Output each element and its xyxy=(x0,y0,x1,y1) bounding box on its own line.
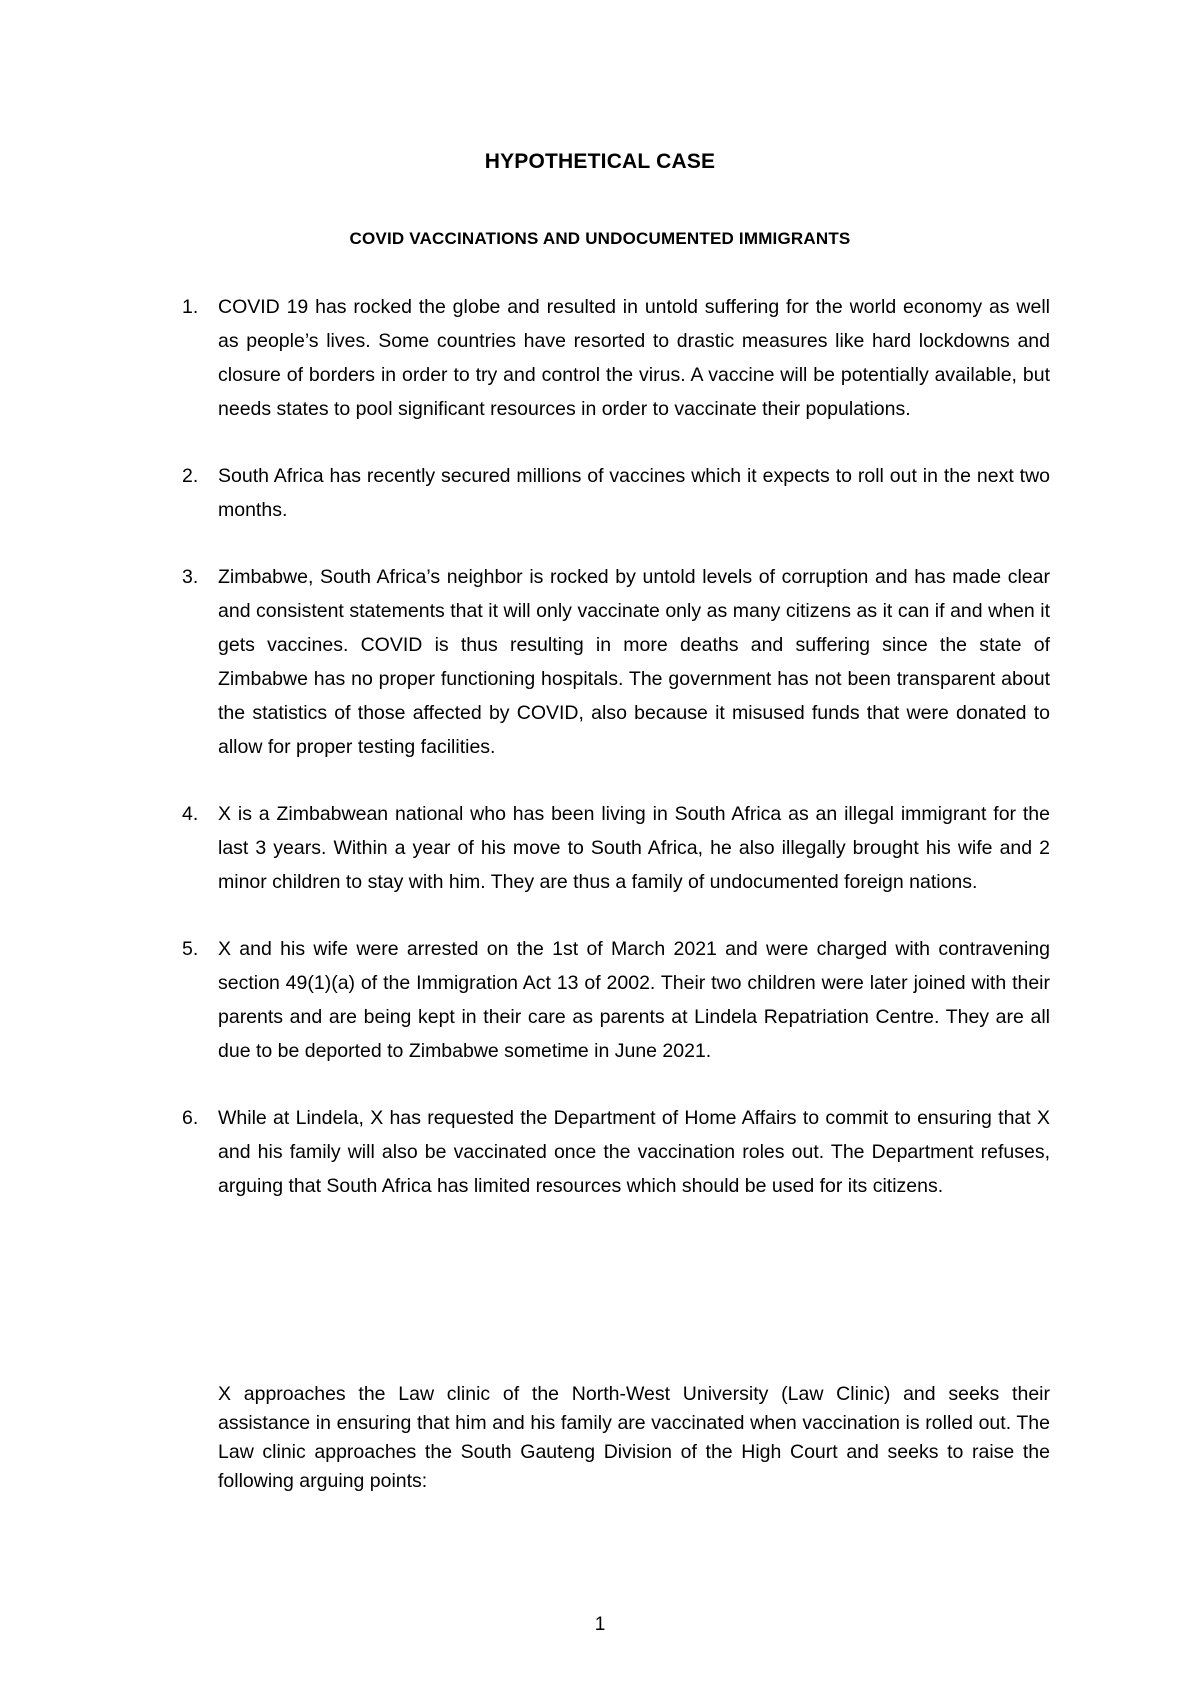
paragraph-item xyxy=(170,560,1050,764)
paragraph-item xyxy=(170,1101,1050,1203)
page-number: 1 xyxy=(594,1614,606,1635)
paragraph-text: South Africa has recently secured millions of vaccines which it expects to roll out in the next two months. xyxy=(218,465,1050,521)
paragraph-text: X is a Zimbabwean national who has been living in South Africa as an illegal immigrant for the last 3 years. Within a year of his move to South Africa, he also illegally brought his wife and 2 minor children to stay with him. They are thus a family of undocumented foreign nations. xyxy=(218,803,1050,893)
paragraph-number: 2. xyxy=(182,465,199,487)
paragraph-text: X and his wife were arrested on the 1st of March 2021 and were charged with contravening section 49(1)(a) of the Immigration Act 13 of 2002. Their two children were later joined with their parents and are being kept in their care as parents at Lindela Repatriation Centre. They are all due to be deported to Zimbabwe sometime in June 2021. xyxy=(218,938,1050,1062)
paragraph-text: COVID 19 has rocked the globe and resulted in untold suffering for the world economy as well as people’s lives. Some countries have resorted to drastic measures like hard lockdowns and closure of borders in order to try and control the virus. A vaccine will be potentially available, but needs states to pool significant resources in order to vaccinate their populations. xyxy=(218,296,1050,420)
document-title: HYPOTHETICAL CASE xyxy=(484,150,716,173)
paragraph-text: Zimbabwe, South Africa’s neighbor is rocked by untold levels of corruption and has made clear and consistent statements that it will only vaccinate only as many citizens as it can if and when it gets vaccines. COVID is thus resulting in more deaths and suffering since the state of Zimbabwe has no proper functioning hospitals. The government has not been transparent about the statistics of those affected by COVID, also because it misused funds that were donated to allow for proper testing facilities. xyxy=(218,566,1050,758)
paragraph-text: While at Lindela, X has requested the Department of Home Affairs to commit to ensuring that X and his family will also be vaccinated once the vaccination roles out. The Department refuses, arguing that South Africa has limited resources which should be used for its citizens. xyxy=(218,1107,1050,1197)
paragraph-number: 1. xyxy=(182,296,199,318)
numbered-paragraph-list xyxy=(170,290,1050,1236)
document-subtitle: COVID VACCINATIONS AND UNDOCUMENTED IMMIGRANTS xyxy=(349,229,851,248)
paragraph-item xyxy=(170,290,1050,426)
paragraph-item xyxy=(170,932,1050,1068)
paragraph-number: 6. xyxy=(182,1107,199,1129)
paragraph-item xyxy=(170,797,1050,899)
paragraph-item xyxy=(170,459,1050,527)
paragraph-number: 4. xyxy=(182,803,199,825)
paragraph-number: 3. xyxy=(182,566,199,588)
closing-paragraph: X approaches the Law clinic of the North-West University (Law Clinic) and seeks their assistance in ensuring that him and his family are vaccinated when vaccination is rolled out. The Law clinic approaches the South Gauteng Division of the High Court and seeks to raise the following arguing points: xyxy=(218,1383,1050,1492)
paragraph-number: 5. xyxy=(182,938,199,960)
